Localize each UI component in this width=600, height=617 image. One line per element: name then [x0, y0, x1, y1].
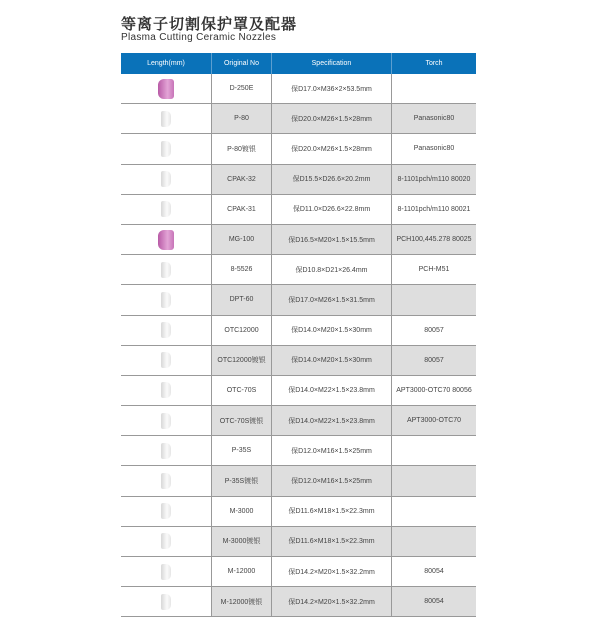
nozzle-image-cell — [121, 315, 212, 345]
original-no: MG-100 — [212, 224, 272, 254]
nozzle-image — [161, 473, 171, 489]
table-row — [121, 406, 476, 436]
nozzle-image-cell — [121, 436, 212, 466]
torch — [392, 466, 477, 496]
nozzle-image — [161, 262, 171, 278]
original-no: P-80镀银 — [212, 134, 272, 164]
original-no: 8-5526 — [212, 255, 272, 285]
table-row — [121, 194, 476, 224]
nozzle-image — [161, 564, 171, 580]
torch: 8-1101pch/m110 80021 — [392, 194, 477, 224]
nozzle-image-cell — [121, 466, 212, 496]
table-row — [121, 285, 476, 315]
table-header — [121, 53, 476, 74]
table-row — [121, 496, 476, 526]
header-original-no: Original No — [212, 53, 272, 74]
torch — [392, 496, 477, 526]
table-row — [121, 104, 476, 134]
specification: 保D14.2×M20×1.5×32.2mm — [272, 557, 392, 587]
original-no: P-80 — [212, 104, 272, 134]
nozzle-image-cell — [121, 224, 212, 254]
table-row — [121, 255, 476, 285]
torch — [392, 436, 477, 466]
original-no: OTC12000镀银 — [212, 345, 272, 375]
original-no: CPAK-32 — [212, 164, 272, 194]
nozzle-image-cell — [121, 255, 212, 285]
table-row — [121, 375, 476, 405]
torch: Panasonic80 — [392, 134, 477, 164]
original-no: M-3000镀银 — [212, 526, 272, 556]
original-no: D-250E — [212, 74, 272, 104]
nozzle-image — [158, 230, 174, 250]
nozzle-image — [161, 322, 171, 338]
torch: 80057 — [392, 345, 477, 375]
nozzle-image-cell — [121, 164, 212, 194]
table-row — [121, 557, 476, 587]
nozzle-image-cell — [121, 104, 212, 134]
nozzle-image — [161, 141, 171, 157]
nozzle-image — [161, 382, 171, 398]
nozzle-image — [161, 171, 171, 187]
nozzle-image — [161, 533, 171, 549]
header-length: Length(mm) — [121, 53, 212, 74]
original-no: OTC-70S镀银 — [212, 406, 272, 436]
original-no: M-12000 — [212, 557, 272, 587]
specification: 保D17.0×M36×2×53.5mm — [272, 74, 392, 104]
torch — [392, 74, 477, 104]
original-no: OTC12000 — [212, 315, 272, 345]
original-no: P-35S镀银 — [212, 466, 272, 496]
table-row — [121, 526, 476, 556]
table-row — [121, 74, 476, 104]
nozzle-image — [161, 201, 171, 217]
torch: 8-1101pch/m110 80020 — [392, 164, 477, 194]
specification: 保D14.0×M20×1.5×30mm — [272, 315, 392, 345]
nozzle-image-cell — [121, 74, 212, 104]
specification: 保D11.6×M18×1.5×22.3mm — [272, 526, 392, 556]
nozzle-image-cell — [121, 345, 212, 375]
table-row — [121, 466, 476, 496]
specification: 保D14.0×M20×1.5×30mm — [272, 345, 392, 375]
torch — [392, 526, 477, 556]
nozzle-image-cell — [121, 134, 212, 164]
specification: 保D10.8×D21×26.4mm — [272, 255, 392, 285]
torch: 80054 — [392, 587, 477, 617]
nozzle-image — [161, 443, 171, 459]
specification: 保D11.0×D26.6×22.8mm — [272, 194, 392, 224]
table-row — [121, 134, 476, 164]
page-subtitle: Plasma Cutting Ceramic Nozzles — [121, 32, 277, 43]
torch: PCH-M51 — [392, 255, 477, 285]
nozzle-image-cell — [121, 406, 212, 436]
table-row — [121, 164, 476, 194]
nozzle-image-cell — [121, 587, 212, 617]
nozzle-image — [161, 292, 171, 308]
nozzle-image — [161, 594, 171, 610]
torch: Panasonic80 — [392, 104, 477, 134]
header-torch: Torch — [392, 53, 477, 74]
table-row — [121, 224, 476, 254]
torch: APT3000-OTC70 80056 — [392, 375, 477, 405]
specification: 保D20.0×M26×1.5×28mm — [272, 104, 392, 134]
original-no: OTC-70S — [212, 375, 272, 405]
table-row — [121, 436, 476, 466]
specification: 保D14.0×M22×1.5×23.8mm — [272, 406, 392, 436]
original-no: CPAK-31 — [212, 194, 272, 224]
nozzle-image-cell — [121, 375, 212, 405]
nozzle-table — [121, 53, 476, 617]
table-row — [121, 345, 476, 375]
specification: 保D20.0×M26×1.5×28mm — [272, 134, 392, 164]
nozzle-image-cell — [121, 496, 212, 526]
specification: 保D12.0×M16×1.5×25mm — [272, 436, 392, 466]
torch: 80054 — [392, 557, 477, 587]
specification: 保D11.6×M18×1.5×22.3mm — [272, 496, 392, 526]
original-no: M-3000 — [212, 496, 272, 526]
nozzle-image — [161, 413, 171, 429]
specification: 保D17.0×M26×1.5×31.5mm — [272, 285, 392, 315]
torch: PCH100,445.278 80025 — [392, 224, 477, 254]
original-no: M-12000镀银 — [212, 587, 272, 617]
nozzle-image-cell — [121, 285, 212, 315]
torch: APT3000-OTC70 — [392, 406, 477, 436]
nozzle-image-cell — [121, 194, 212, 224]
nozzle-image — [158, 79, 174, 99]
original-no: P-35S — [212, 436, 272, 466]
torch — [392, 285, 477, 315]
torch: 80057 — [392, 315, 477, 345]
nozzle-image-cell — [121, 557, 212, 587]
header-specification: Specification — [272, 53, 392, 74]
nozzle-image — [161, 352, 171, 368]
specification: 保D16.5×M20×1.5×15.5mm — [272, 224, 392, 254]
nozzle-image — [161, 503, 171, 519]
specification: 保D14.0×M22×1.5×23.8mm — [272, 375, 392, 405]
nozzle-image-cell — [121, 526, 212, 556]
original-no: DPT-60 — [212, 285, 272, 315]
specification: 保D15.5×D26.6×20.2mm — [272, 164, 392, 194]
table-row — [121, 315, 476, 345]
table-row — [121, 587, 476, 617]
specification: 保D12.0×M16×1.5×25mm — [272, 466, 392, 496]
page-title: 等离子切割保护罩及配器 — [121, 15, 298, 33]
specification: 保D14.2×M20×1.5×32.2mm — [272, 587, 392, 617]
nozzle-image — [161, 111, 171, 127]
